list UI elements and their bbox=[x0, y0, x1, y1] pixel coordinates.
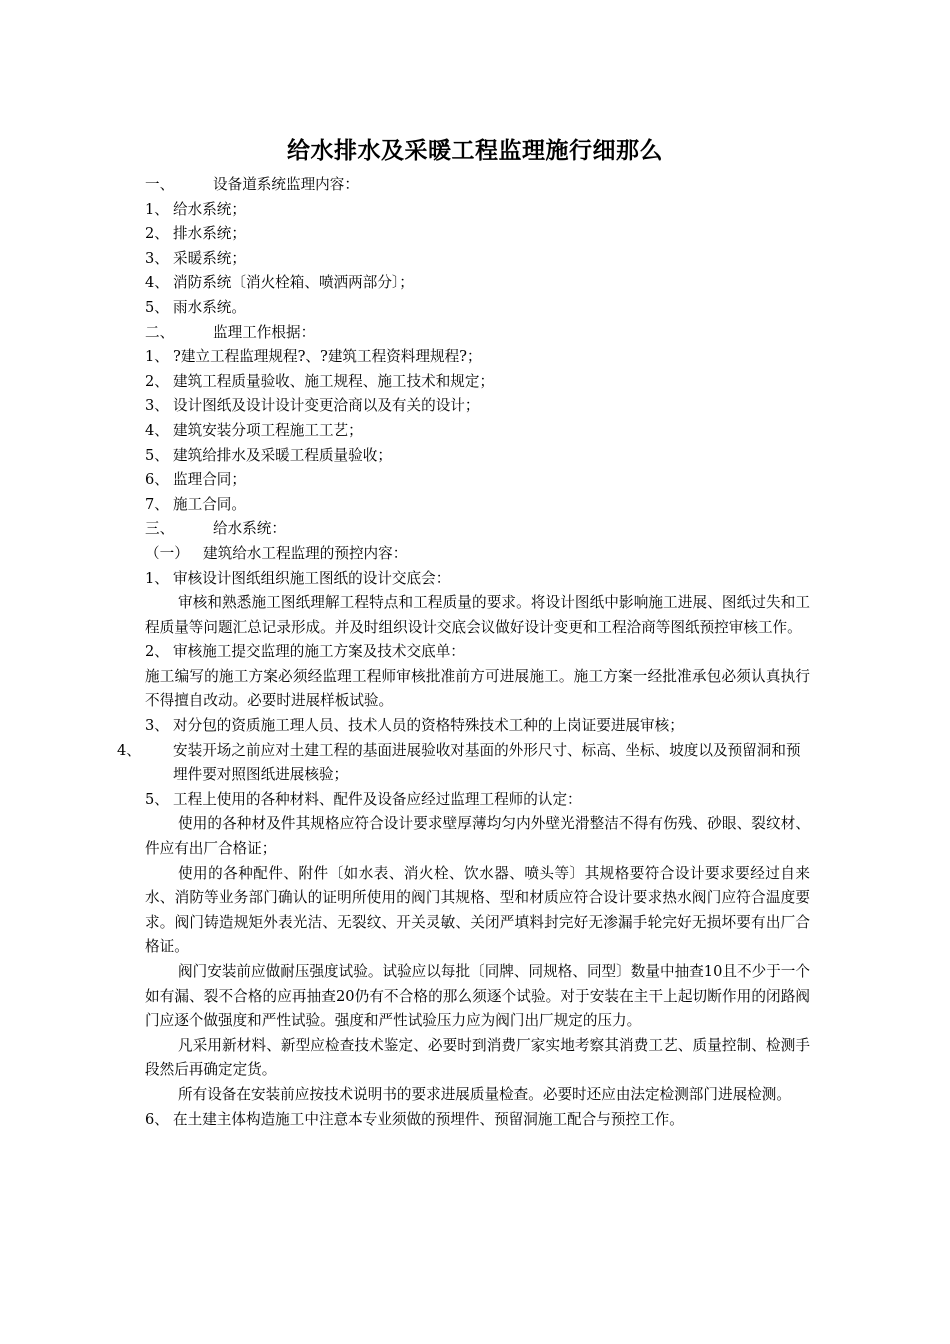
paragraph: 阀门安装前应做耐压强度试验。试验应以每批〔同牌、同规格、同型〕数量中抽查10且不少于一个如有漏、裂不合格的应再抽查20仍有不合格的那么须逐个试验。对于安装在主干上起切断作用的闭路阀门应逐个做强度和严性试验。强度和严性试验压力应为阀门出厂规定的压力。 bbox=[145, 963, 810, 1030]
list-item: 3、 设计图纸及设计设计变更洽商以及有关的设计； bbox=[145, 397, 480, 415]
section-heading-3: 三、 给水系统： bbox=[145, 520, 286, 538]
list-item: 6、 监理合同； bbox=[145, 471, 246, 489]
list-item: 2、 排水系统； bbox=[145, 225, 246, 243]
list-item: 4、 建筑安装分项工程施工工艺； bbox=[145, 421, 363, 439]
section-heading-2: 二、 监理工作根据： bbox=[145, 323, 316, 341]
list-item: 5、 雨水系统。 bbox=[145, 298, 246, 316]
document-body bbox=[117, 173, 810, 1132]
paragraph: 所有设备在安装前应按技术说明书的要求进展质量检查。必要时还应由法定检测部门进展检测。 bbox=[178, 1085, 791, 1103]
paragraph: 使用的各种材及件其规格应符合设计要求壁厚薄均匀内外壁光滑整洁不得有伤残、砂眼、裂纹材、件应有出厂合格证； bbox=[145, 815, 810, 858]
list-item: 4、 消防系统〔消火栓箱、喷洒两部分〕； bbox=[145, 274, 414, 292]
list-item: 2、 审核施工提交监理的施工方案及技术交底单： bbox=[145, 643, 465, 661]
list-item: 1、 ?建立工程监理规程?、?建筑工程资料理规程?； bbox=[145, 348, 482, 366]
list-item: 6、 在土建主体构造施工中注意本专业须做的预埋件、预留洞施工配合与预控工作。 bbox=[145, 1110, 684, 1128]
list-item: 4、 安装开场之前应对土建工程的基面进展验收对基面的外形尺寸、标高、坐标、坡度以及预留洞和预埋件要对照图纸进展核验； bbox=[117, 741, 801, 784]
paragraph: 使用的各种配件、附件〔如水表、消火栓、饮水器、喷头等〕其规格要符合设计要求要经过自来水、消防等业务部门确认的证明所使用的阀门其规格、型和材质应符合设计要求热水阀门应符合温度要求。阀门铸造规矩外表光洁、无裂纹、开关灵敏、关闭严填料封完好无渗漏手轮完好无损坏要有出厂合格证。 bbox=[145, 864, 810, 956]
list-item: 1、 给水系统； bbox=[145, 200, 246, 218]
list-item: 1、 审核设计图纸组织施工图纸的设计交底会： bbox=[145, 569, 451, 587]
list-item: 5、 工程上使用的各种材料、配件及设备应经过监理工程师的认定： bbox=[145, 790, 582, 808]
paragraph: 施工编写的施工方案必须经监理工程师审核批准前方可进展施工。施工方案一经批准承包必须认真执行不得擅自改动。必要时进展样板试验。 bbox=[145, 667, 810, 710]
paragraph: 审核和熟悉施工图纸理解工程特点和工程质量的要求。将设计图纸中影响施工进展、图纸过失和工程质量等问题汇总记录形成。并及时组织设计交底会议做好设计变更和工程洽商等图纸预控审核工作。 bbox=[145, 594, 810, 636]
list-item: 5、 建筑给排水及采暖工程质量验收； bbox=[145, 446, 392, 464]
list-item: 7、 施工合同。 bbox=[145, 495, 246, 513]
document-title: 给水排水及采暖工程监理施行细那么 bbox=[287, 137, 663, 164]
list-item: 2、 建筑工程质量验收、施工规程、施工技术和规定； bbox=[145, 372, 495, 390]
section-heading-1: 一、 设备道系统监理内容： bbox=[145, 176, 359, 193]
subsection-heading: （一） 建筑给水工程监理的预控内容： bbox=[145, 544, 408, 562]
paragraph: 凡采用新材料、新型应检查技术鉴定、必要时到消费厂家实地考察其消费工艺、质量控制、检测手段然后再确定定货。 bbox=[145, 1036, 810, 1079]
list-item: 3、 采暖系统； bbox=[145, 249, 246, 267]
list-item: 3、 对分包的资质施工理人员、技术人员的资格特殊技术工种的上岗证要进展审核； bbox=[145, 717, 684, 735]
